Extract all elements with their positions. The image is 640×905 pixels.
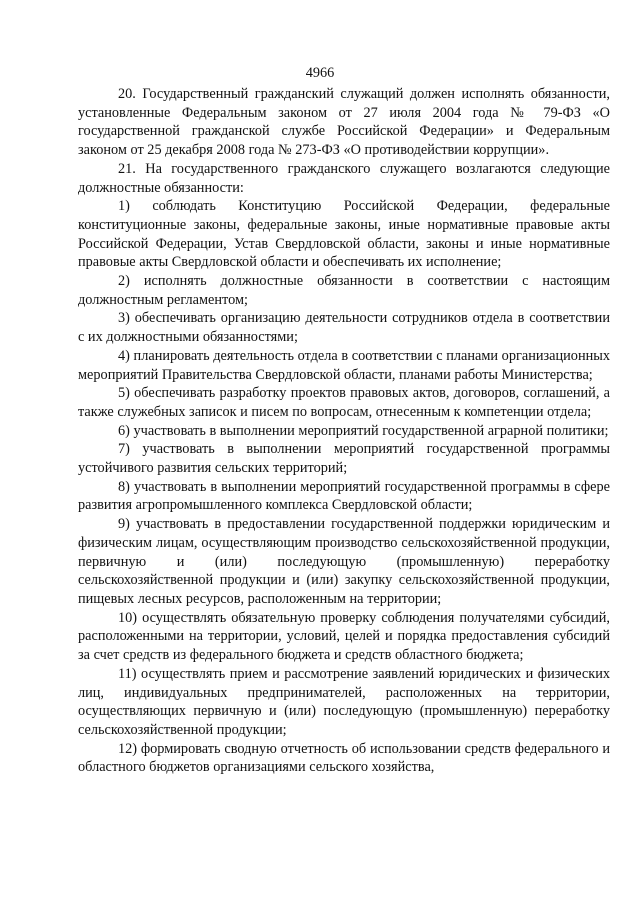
document-body [78, 85, 610, 777]
paragraph-20: 20. Государственный гражданский служащий должен исполнять обязанности, установленные Федеральным законом от 27 июля 2004 года № 79-ФЗ «О государственной гражданской службе Российской Федерации» и Федеральным законом от 25 декабря 2008 года № 273-ФЗ «О противодействии коррупции». [78, 86, 610, 159]
duty-item-12: 12) формировать сводную отчетность об использовании средств федерального и областного бюджетов организациями сельского хозяйства, [78, 740, 610, 776]
duty-item-5: 5) обеспечивать разработку проектов правовых актов, договоров, соглашений, а также служебных записок и писем по вопросам, отнесенным к компетенции отдела; [78, 385, 610, 420]
duty-item-9: 9) участвовать в предоставлении государственной поддержки юридическим и физическим лицам, осуществляющим производство сельскохозяйственной продукции, первичную и (или) последующую (промышленную) переработку сельскохозяйственной продукции и (или) закупку сельскохозяйственной продукции, пищевых лесных ресурсов, расположенным на территории; [78, 516, 610, 607]
duty-item-8: 8) участвовать в выполнении мероприятий государственной программы в сфере развития агропромышленного комплекса Свердловской области; [78, 478, 610, 514]
duty-item-7: 7) участвовать в выполнении мероприятий государственной программы устойчивого развития сельских территорий; [78, 441, 610, 477]
duty-item-6: 6) участвовать в выполнении мероприятий государственной аграрной политики; [118, 422, 609, 439]
duty-item-4: 4) планировать деятельность отдела в соответствии с планами организационных мероприятий Правительства Свердловской области, планами работы Министерства; [78, 347, 610, 383]
duty-item-11: 11) осуществлять прием и рассмотрение заявлений юридических и физических лиц, индивидуальных предпринимателей, расположенных на территории, осуществляющих первичную и (или) последующую (промышленную) переработку сельскохозяйственной продукции; [78, 665, 610, 738]
duty-item-1: 1) соблюдать Конституцию Российской Федерации, федеральные конституционные законы, федеральные законы, иные нормативные правовые акты Российской Федерации, Устав Свердловской области, законы и иные нормативные правовые акты Свердловской области и обеспечивать их исполнение; [78, 198, 610, 271]
paragraph-21: 21. На государственного гражданского служащего возлагаются следующие должностные обязанности: [78, 160, 610, 196]
page-number: 4966 [305, 65, 335, 81]
duty-item-3: 3) обеспечивать организацию деятельности сотрудников отдела в соответствии с их должностными обязанностями; [78, 310, 610, 346]
duty-item-10: 10) осуществлять обязательную проверку соблюдения получателями субсидий, расположенными на территории, условий, целей и порядка предоставления субсидий за счет средств из федерального бюджета и средств областного бюджета; [78, 609, 610, 664]
duty-item-2: 2) исполнять должностные обязанности в соответствии с настоящим должностным регламентом; [78, 273, 610, 308]
